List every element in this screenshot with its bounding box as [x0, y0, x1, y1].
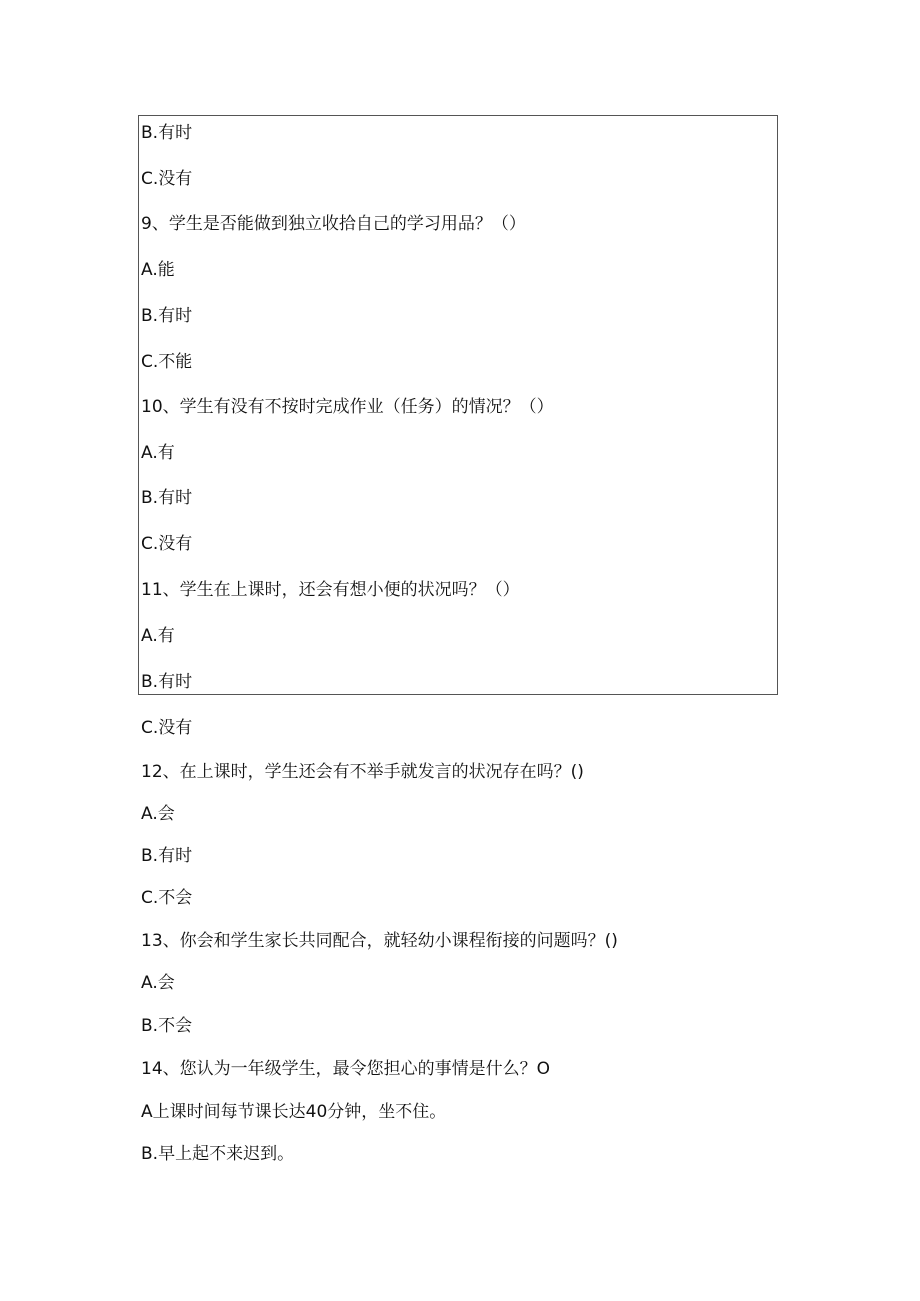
option-line: A.会 [141, 973, 175, 993]
option-line: A上课时间每节课长达40分钟，坐不住。 [141, 1102, 447, 1122]
option-line: B.不会 [141, 1016, 193, 1036]
question-line: 9、学生是否能做到独立收拾自己的学习用品？（） [141, 214, 526, 234]
option-line: C.没有 [141, 534, 193, 554]
question-line: 12、在上课时，学生还会有不举手就发言的状况存在吗？() [141, 762, 584, 782]
question-line: 14、您认为一年级学生，最令您担心的事情是什么？O [141, 1059, 551, 1079]
option-line: C.不会 [141, 888, 193, 908]
option-line: A.能 [141, 260, 175, 280]
option-line: B.早上起不来迟到。 [141, 1144, 295, 1164]
option-line: C.不能 [141, 352, 193, 372]
option-line: A.有 [141, 626, 175, 646]
option-line: B.有时 [141, 846, 193, 866]
question-line: 11、学生在上课时，还会有想小便的状况吗？（） [141, 580, 520, 600]
option-line: C.没有 [141, 169, 193, 189]
option-line: A.有 [141, 443, 175, 463]
option-line: B.有时 [141, 672, 193, 692]
option-line: B.有时 [141, 123, 193, 143]
question-line: 10、学生有没有不按时完成作业（任务）的情况？（） [141, 397, 554, 417]
option-line: C.没有 [141, 718, 193, 738]
option-line: B.有时 [141, 488, 193, 508]
option-line: B.有时 [141, 306, 193, 326]
question-line: 13、你会和学生家长共同配合，就轻幼小课程衔接的问题吗？() [141, 931, 618, 951]
option-line: A.会 [141, 804, 175, 824]
